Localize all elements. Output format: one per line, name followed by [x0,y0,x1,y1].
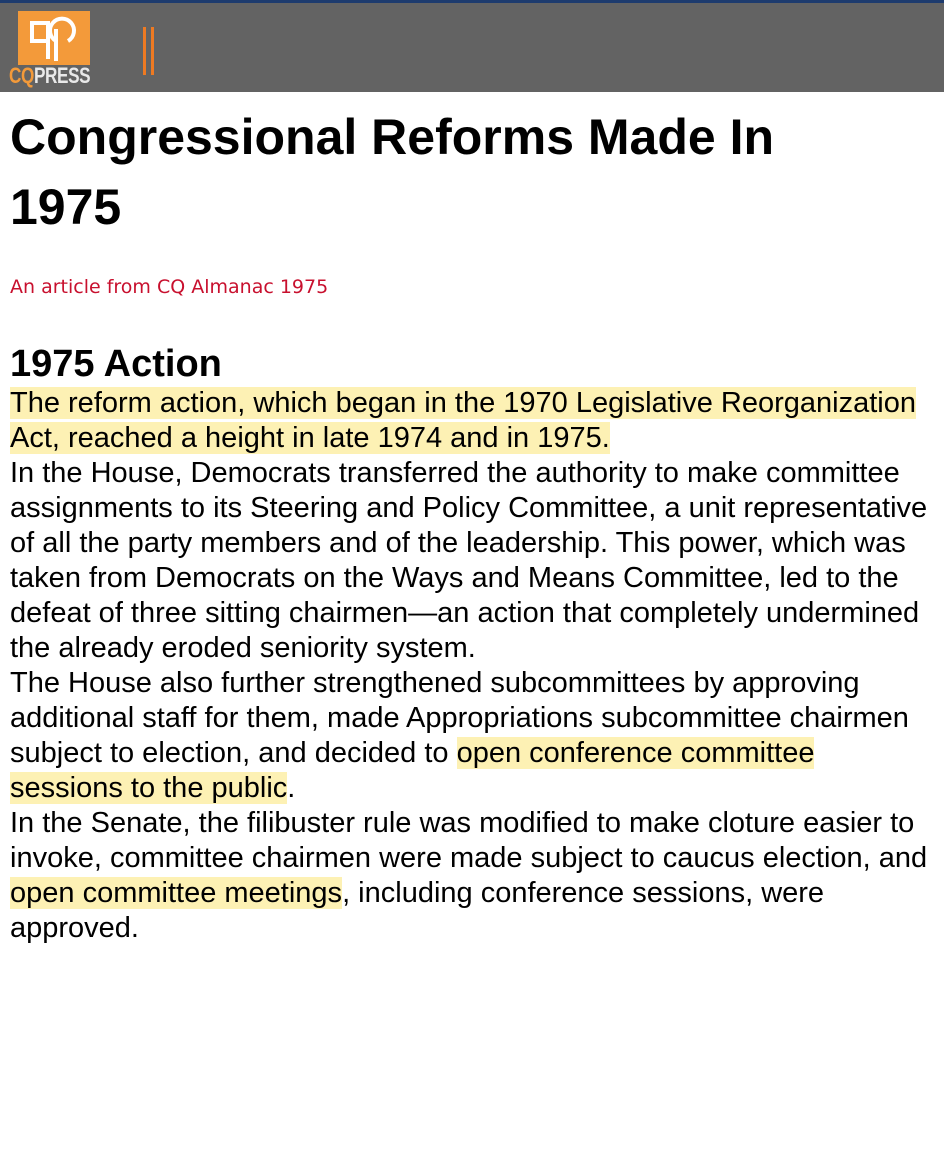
paragraph-1-highlight: The reform action, which began in the 1970 Legislative Reorganization Act, reached a height in late 1974 and in 1975. [10,387,916,454]
double-bar-icon [143,27,157,75]
article-source: An article from CQ Almanac 1975 [10,276,329,298]
logo-press-text: PRESS [33,63,91,88]
paragraph-3-highlight: open conference committee sessions to the public [10,737,815,804]
article-title [10,92,934,242]
paragraph-1 [10,386,930,456]
cq-press-wordmark [9,63,90,89]
cq-press-logo-icon [18,11,90,65]
paragraph-4 [10,806,930,946]
logo-cq-text: CQ [9,63,34,88]
article-content [10,92,934,946]
article-title-line2: 1975 [10,179,122,235]
paragraph-3-end: . [287,772,296,804]
header-bar [0,3,944,92]
paragraph-2: In the House, Democrats transferred the authority to make committee assignments to its Steering and Policy Committee, a unit representative of all the party members and of the leadership. This power, which was taken from Democrats on the Ways and Means Committee, led to the defeat of three sitting chairmen—an action that completely undermined the already eroded seniority system. [10,457,928,664]
paragraph-3-text: The House also further strengthened subcommittees by approving additional staff for them, made Appropriations subcommittee chairmen subject to election, and decided to [10,667,909,769]
paragraph-4-highlight: open committee meetings [10,877,343,909]
section-heading: 1975 Action [10,343,222,385]
paragraph-4-end: , including conference sessions, were approved. [10,877,825,944]
article-title-line1: Congressional Reforms Made In [10,109,775,165]
paragraph-3 [10,666,930,806]
paragraph-4-text: In the Senate, the filibuster rule was modified to make cloture easier to invoke, committee chairmen were made subject to caucus election, and [10,807,928,874]
